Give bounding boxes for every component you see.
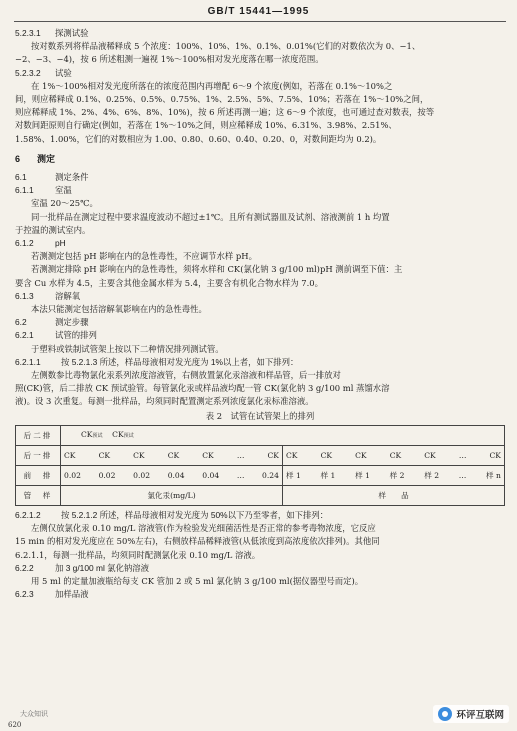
header-rule xyxy=(14,21,506,22)
paragraph-line: 要含 Cu 水样为 4.5，主要含其他金属水样为 5.4，主要含有机化合物水样为 7.0。 xyxy=(15,277,323,288)
paragraph-line: 对数间距原则自行确定(例如，若落在 1%～10%之间，则应稀释成 10%、6.31%、3.98%、2.51%、 xyxy=(15,120,397,131)
heading-6-2-3: 6.2.3 加样品液 xyxy=(15,589,89,600)
paragraph-line: 本法只能测定包括溶解氧影响在内的急性毒性。 xyxy=(31,304,207,315)
heading-5-2-3-2: 5.2.3.2 试验 xyxy=(15,67,72,78)
table-row xyxy=(16,445,505,465)
row-label: 管 样 xyxy=(16,485,61,505)
heading-6-2-1-2: 6.2.1.2 按 5.2.1.2 所述，样品母液相对发光度为 50%以下乃至零者，如下排列： xyxy=(15,509,329,520)
page-number: 620 xyxy=(8,721,22,729)
wechat-icon xyxy=(438,707,452,721)
heading-6-2-1-1: 6.2.1.1 按 5.2.1.3 所述，样品母液相对发光度为 1%以上者，如下排列： xyxy=(15,356,299,367)
heading-6-1-1: 6.1.1 室温 xyxy=(15,185,72,196)
publisher-logo: 大众知识 xyxy=(20,711,48,718)
paragraph-line: 于塑料或铁制试管架上按以下二种情况排列测试管。 xyxy=(31,343,224,354)
paragraph-line: 按对数系列将样品液稀释成 5 个浓度：100%、10%、1%、0.1%、0.01%(它们的对数依次为 0、−1、 xyxy=(31,41,421,52)
table-cell: 氯化汞(mg/L) xyxy=(61,485,283,505)
paragraph-line: 左侧仅放氯化汞 0.10 mg/L 溶液管(作为检验发光细菌活性是否正常的参考毒物浓度，它反应 xyxy=(31,523,376,534)
heading-6-1: 6.1 测定条件 xyxy=(15,172,89,183)
paragraph-line: 照(CK)管，后二排放 CK 预试验管。每管氯化汞或样品液均配一管 CK(氯化钠 3 g/100 ml 蒸馏水溶 xyxy=(15,383,390,394)
paragraph-line: 在 1%～100%相对发光度所落在的浓度范围内再增配 6～9 个浓度(例如，若落在 0.1%～10%之 xyxy=(31,80,393,91)
paragraph-line: −2、−3、−4)，按 6 所述粗测一遍视 1%～100%相对发光度落在哪一浓度范围。 xyxy=(15,54,324,65)
heading-6: 6 测定 xyxy=(15,153,56,164)
paragraph-line: 间，则应稀释成 0.1%、0.25%、0.5%、0.75%、1%、2.5%、5%、7.5%、10%；若落在 1%～10%之间， xyxy=(15,94,429,105)
heading-6-2-1: 6.2.1 试管的排列 xyxy=(15,330,97,341)
table-cell: 样 1 样 1 样 1 样 2 样 2 … 样 n xyxy=(283,465,505,485)
row-label: 后一排 xyxy=(16,445,61,465)
paragraph-line: 于控温的测试室内。 xyxy=(15,224,91,235)
document-body xyxy=(15,27,505,601)
table-cell: 0.02 0.02 0.02 0.04 0.04 … 0.24 xyxy=(61,465,283,485)
paragraph-line: 15 min 的相对发光度应在 50%左右)，右侧放样品稀释液管(从低浓度到高浓度依次排列)。其他同 xyxy=(15,536,380,547)
paragraph-line: 室温 20～25℃。 xyxy=(31,198,98,209)
paragraph-line: 1.58%、1.00%，它们的对数相应为 1.00、0.80、0.60、0.40、0.20、0，对数间距均为 0.2)。 xyxy=(15,133,382,144)
heading-6-2-2: 6.2.2 加 3 g/100 ml 氯化钠溶液 xyxy=(15,562,150,573)
table-cell: CK预试 CK预试 xyxy=(61,425,505,445)
table-row xyxy=(16,465,505,485)
paragraph-line: 液)。设 3 次重复。每测一批样品，均须同时配置测定系列浓度氯化汞标准溶液。 xyxy=(15,396,314,407)
tube-arrangement-table xyxy=(15,425,505,506)
heading-6-2: 6.2 测定步骤 xyxy=(15,317,89,328)
table-cell: CK CK CK CK CK … CK xyxy=(61,445,283,465)
table-row xyxy=(16,425,505,445)
paragraph-line: 用 5 ml 的定量加液瓶给每支 CK 管加 2 或 5 ml 氯化钠 3 g/100 ml(据仪器型号而定)。 xyxy=(31,575,364,586)
heading-6-1-2: 6.1.2 pH xyxy=(15,238,66,249)
table-cell: 样 品 xyxy=(283,485,505,505)
paragraph-line: 若测测定包括 pH 影响在内的急性毒性，不应调节水样 pH。 xyxy=(31,251,257,262)
paragraph-line: 同一批样品在测定过程中要求温度波动不超过±1℃。且所有测试器皿及试剂、溶液测前 1 h 均置 xyxy=(31,211,390,222)
table-row xyxy=(16,485,505,505)
paragraph-line: 左侧数参比毒物氯化汞系列浓度溶液管，右侧放置氯化汞溶液和样品管，后一排放对 xyxy=(31,370,341,381)
paragraph-line: 若测测定排除 pH 影响在内的急性毒性，须将水样和 CK(氯化钠 3 g/100 ml)pH 测前调至下值：主 xyxy=(31,264,403,275)
row-label: 前 排 xyxy=(16,465,61,485)
watermark-text: 环评互联网 xyxy=(456,710,504,721)
heading-5-2-3-1: 5.2.3.1 探测试验 xyxy=(15,28,89,38)
page-header: GB/T 15441—1995 xyxy=(207,6,310,17)
table-cell: CK CK CK CK CK … CK xyxy=(283,445,505,465)
watermark xyxy=(433,705,509,723)
heading-6-1-3: 6.1.3 溶解氧 xyxy=(15,290,81,301)
row-label: 后二排 xyxy=(16,425,61,445)
paragraph-line: 6.2.1.1，每测一批样品，均须同时配测氯化汞 0.10 mg/L 溶液。 xyxy=(15,549,261,560)
paragraph-line: 则应稀释成 1%、2%、4%、6%、8%、10%)，按 6 所述再测一遍；这 6～9 个浓度，也可通过查对数表，按等 xyxy=(15,107,435,118)
table-caption: 表 2 试管在试管架上的排列 xyxy=(205,410,315,421)
